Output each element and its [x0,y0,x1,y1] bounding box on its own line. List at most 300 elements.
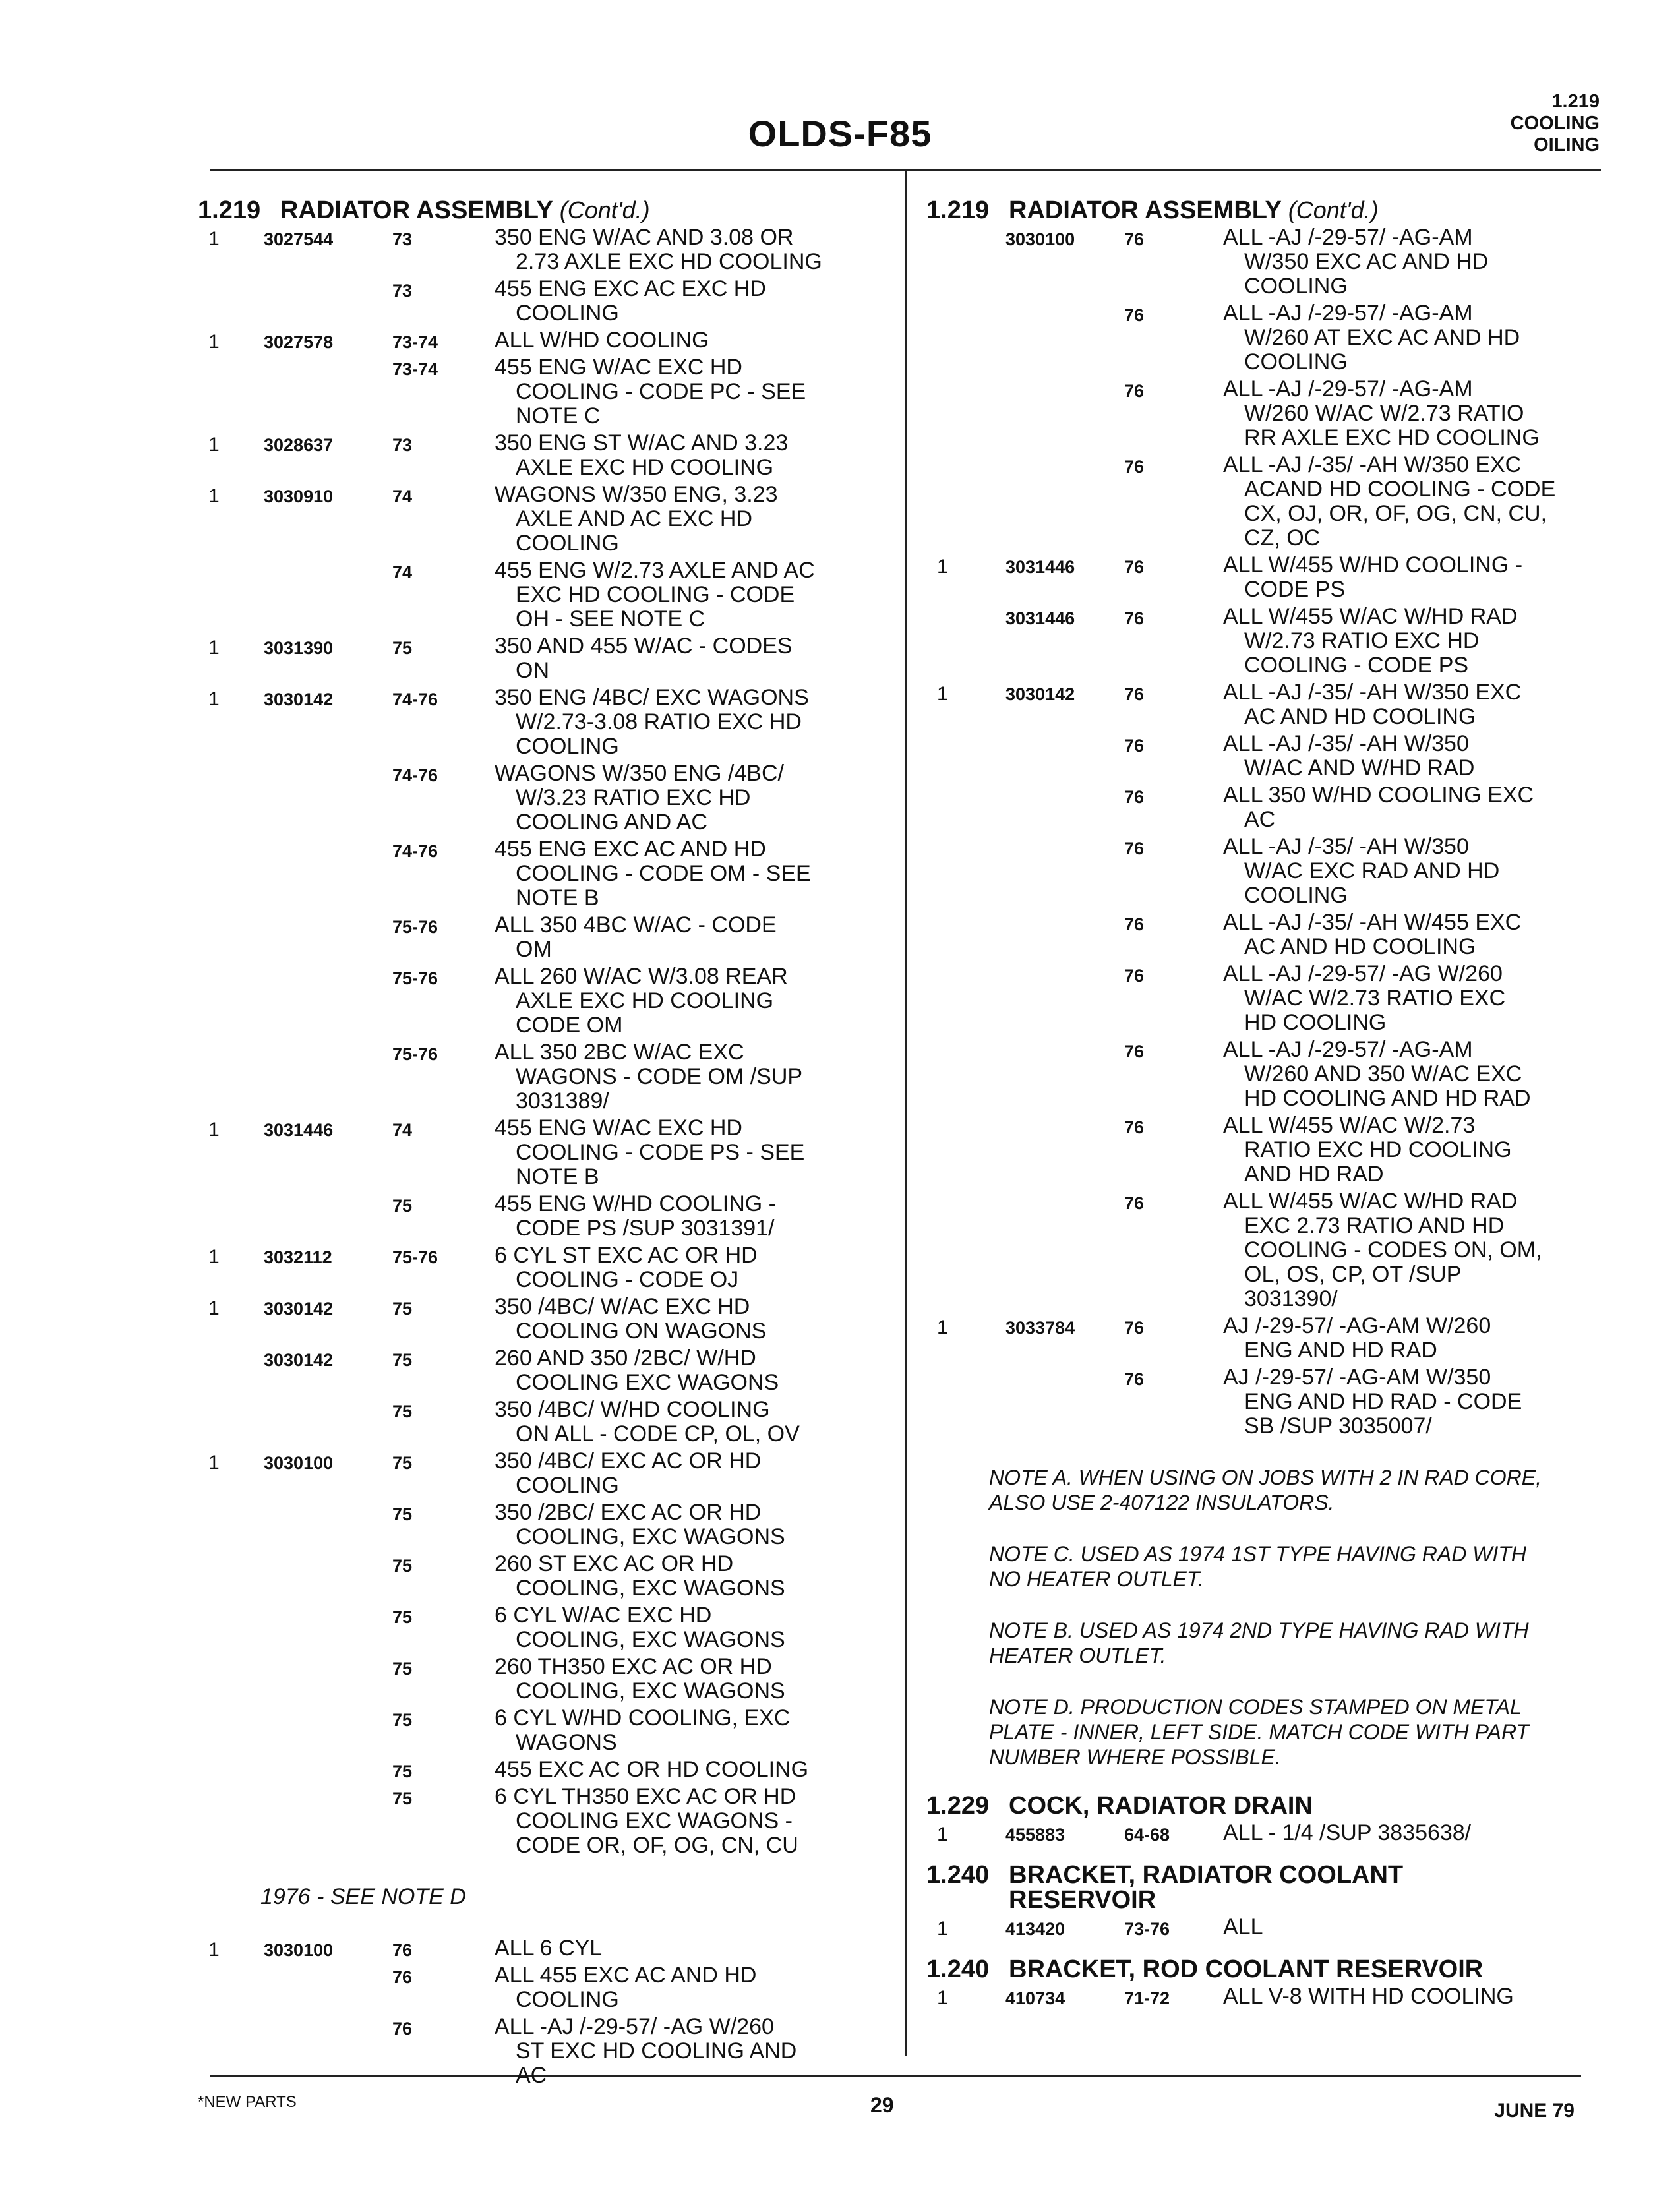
part-qty: 1 [208,434,220,456]
part-description [495,1552,890,1601]
description-line: W/350 EXC AC AND HD [1244,249,1489,274]
description-line: CZ, OC [1244,525,1321,550]
part-years: 74-76 [392,690,438,709]
part-description [1223,962,1599,1035]
description-line: HD COOLING [1244,1010,1387,1035]
description-line: AXLE EXC HD COOLING [516,455,774,480]
part-description [495,965,890,1038]
part-years: 76 [392,2019,413,2038]
part-row [926,910,1599,959]
section-rows [926,1821,1599,1845]
part-description [1223,1114,1599,1187]
part-row [926,553,1599,602]
part-row [198,965,890,1038]
section-contd: (Cont'd.) [559,196,650,223]
part-qty: 1 [937,1824,948,1845]
part-years: 74-76 [392,765,438,785]
description-line: 455 ENG W/AC EXC HD [495,355,742,380]
part-qty: 1 [208,1119,220,1141]
part-description [495,761,890,835]
section-header-sub2: OILING [1534,134,1600,156]
part-years: 73-74 [392,359,438,379]
part-row [926,301,1599,374]
parts-section [926,1862,1599,1940]
part-number: 3031390 [264,638,334,658]
part-years: 76 [1124,381,1145,401]
description-line: ALL -AJ /-29-57/ -AG-AM [1223,301,1473,326]
part-description [495,1655,890,1704]
part-years: 76 [392,1967,413,1987]
part-description [495,2015,890,2088]
part-qty: 1 [208,637,220,659]
part-row [198,1758,890,1782]
footer-new-parts: *NEW PARTS [198,2093,297,2111]
part-row [198,761,890,835]
description-line: W/260 AT EXC AC AND HD [1244,325,1520,350]
part-description [495,1116,890,1189]
description-line: ALL V-8 WITH HD COOLING [1223,1984,1514,2009]
part-years: 74 [392,1120,413,1140]
section-rows [926,1984,1599,2009]
part-years: 76 [1124,914,1145,934]
part-number: 3030142 [264,1350,334,1370]
right-section-title [926,198,1599,223]
left-parts-list [198,225,890,1858]
part-row [926,225,1599,299]
description-line: 6 CYL TH350 EXC AC OR HD [495,1784,796,1809]
part-number: 3031446 [264,1120,334,1140]
description-line: 455 ENG EXC AC AND HD [495,837,766,862]
part-description [495,837,890,910]
part-row [198,1398,890,1446]
part-row [926,1984,1599,2009]
description-line: EXC HD COOLING - CODE [516,582,795,607]
part-qty: 1 [208,331,220,353]
section-name [1009,1793,1599,1818]
section-header-number: 1.219 [1551,91,1600,112]
part-description [495,558,890,632]
description-line: COOLING [1244,883,1348,908]
description-line: AJ /-29-57/ -AG-AM W/350 [1223,1365,1491,1390]
part-years: 64-68 [1124,1825,1170,1845]
right-column [926,198,1599,2009]
part-years: 75 [392,1504,413,1524]
part-description [495,1346,890,1395]
description-line: ALL W/HD COOLING [495,328,709,353]
section-rows [926,1915,1599,1940]
part-row [926,1114,1599,1187]
part-number: 3030100 [264,1453,334,1473]
part-description [1223,377,1599,450]
description-line: 260 ST EXC AC OR HD [495,1551,734,1576]
part-description [495,1603,890,1652]
description-line: ALL -AJ /-35/ -AH W/350 [1223,731,1469,756]
description-line: ALL W/455 W/AC W/HD RAD [1223,1189,1518,1214]
description-line: ON [516,658,549,683]
description-line: COOLING [516,301,619,326]
note-text [989,1465,1599,1515]
description-line: NOTE C [516,403,601,429]
part-row [198,431,890,480]
part-number: 3033784 [1005,1318,1075,1338]
description-line: COOLING [1244,349,1348,374]
part-years: 73 [392,229,413,249]
part-years: 75 [392,1762,413,1781]
part-years: 75 [392,1710,413,1730]
description-line: CODE PS /SUP 3031391/ [516,1216,775,1241]
part-row [926,1038,1599,1111]
description-line: HD COOLING AND HD RAD [1244,1086,1531,1111]
part-years: 75 [392,1350,413,1370]
description-line: AC AND HD COOLING [1244,704,1476,729]
description-line: 455 ENG W/2.73 AXLE AND AC [495,558,815,583]
part-description [495,483,890,556]
part-description [1223,225,1599,299]
part-row [198,1295,890,1344]
part-years: 74 [392,487,413,506]
description-line: COOLING - CODE OM - SEE [516,861,811,886]
part-description [495,1243,890,1292]
part-row [198,1243,890,1292]
left-column [198,198,890,2088]
part-years: 76 [392,1940,413,1960]
part-row [926,732,1599,781]
part-years: 71-72 [1124,1988,1170,2008]
part-row [198,1936,890,1961]
description-line: CODE PS [1244,577,1346,602]
part-years: 75 [392,1299,413,1319]
description-line: ALL 6 CYL [495,1936,603,1961]
part-qty: 1 [937,1987,948,2009]
part-years: 75-76 [392,917,438,937]
part-row [926,1189,1599,1311]
part-description [1223,1189,1599,1311]
part-description [1223,553,1599,602]
part-description [495,1963,890,2012]
part-years: 74 [392,562,413,582]
part-description [495,1449,890,1498]
part-row [198,837,890,910]
description-line: ENG AND HD RAD - CODE [1244,1389,1522,1414]
description-line: ALL -AJ /-35/ -AH W/350 [1223,834,1469,859]
part-row [198,2015,890,2088]
left-parts-list-1976 [198,1936,890,2088]
part-row [198,1501,890,1549]
description-line: AC [516,2063,547,2088]
part-years: 76 [1124,557,1145,577]
description-line: ALL 350 4BC W/AC - CODE [495,912,777,937]
part-years: 75 [392,1556,413,1576]
part-number: 3030910 [264,487,334,506]
description-line: WAGONS - CODE OM /SUP [516,1064,803,1089]
part-row [198,1706,890,1755]
part-description [1223,835,1599,908]
description-line: ALL 350 2BC W/AC EXC [495,1040,744,1065]
description-line: W/2.73-3.08 RATIO EXC HD [516,709,802,734]
part-description [1223,1984,1599,2009]
section-title [926,1793,1599,1818]
part-number: 3027578 [264,332,334,352]
part-number: 3030100 [1005,229,1075,249]
part-number: 3030142 [264,690,334,709]
description-line: W/2.73 RATIO EXC HD [1244,628,1480,653]
part-description [1223,680,1599,729]
part-row [198,1449,890,1498]
description-line: COOLING, EXC WAGONS [516,1627,785,1652]
description-line: COOLING [516,1987,619,2012]
part-row [198,1785,890,1858]
description-line: SB /SUP 3035007/ [1244,1413,1432,1439]
notes-block [926,1465,1599,1769]
description-line: 260 TH350 EXC AC OR HD [495,1654,772,1679]
description-line: CODE OM [516,1013,623,1038]
part-description [1223,1314,1599,1363]
part-row [198,1346,890,1395]
description-line: OH - SEE NOTE C [516,607,705,632]
description-line: WAGONS W/350 ENG, 3.23 [495,482,778,507]
description-line: 3031389/ [516,1088,609,1114]
description-line: COOLING [516,734,619,759]
description-line: ALL [1223,1915,1263,1940]
column-divider [905,170,907,2056]
part-years: 76 [1124,966,1145,986]
description-line: 350 /4BC/ W/AC EXC HD [495,1294,750,1319]
part-number: 413420 [1005,1919,1065,1939]
part-number: 3030142 [1005,684,1075,704]
description-line: AC AND HD COOLING [1244,934,1476,959]
description-line: WAGONS [516,1730,617,1755]
part-years: 76 [1124,1117,1145,1137]
description-line: W/AC W/2.73 RATIO EXC [1244,986,1506,1011]
part-description [1223,910,1599,959]
part-row [198,558,890,632]
part-years: 73-74 [392,332,438,352]
part-description [495,277,890,326]
section-number: 1.240 [926,1955,990,1983]
part-number: 3028637 [264,435,334,455]
part-years: 75 [392,1453,413,1473]
part-row [926,1915,1599,1940]
description-line: 455 ENG W/HD COOLING - [495,1191,776,1216]
description-line: AXLE EXC HD COOLING [516,988,774,1013]
description-line: W/AC AND W/HD RAD [1244,756,1475,781]
description-line: COOLING, EXC WAGONS [516,1524,785,1549]
part-qty: 1 [937,1317,948,1338]
section-name-line: BRACKET, ROD COOLANT RESERVOIR [1009,1955,1484,1983]
description-line: NOTE B [516,1164,599,1189]
description-line: 350 AND 455 W/AC - CODES [495,634,793,659]
part-row [926,605,1599,678]
part-description [1223,453,1599,550]
note-line: ALSO USE 2-407122 INSULATORS. [989,1491,1335,1514]
part-years: 76 [1124,1042,1145,1061]
part-row [926,453,1599,550]
part-years: 76 [1124,609,1145,628]
part-description [495,1501,890,1549]
part-description [495,1758,890,1782]
description-line: ALL W/455 W/HD COOLING - [1223,552,1523,578]
note-d-reference: 1976 - SEE NOTE D [260,1884,466,1909]
part-years: 76 [1124,1318,1145,1338]
section-title [926,1957,1599,1982]
part-qty: 1 [208,228,220,250]
note-text [989,1541,1599,1591]
part-row [198,913,890,962]
additional-sections [926,1793,1599,2009]
part-years: 75 [392,1607,413,1627]
part-qty: 1 [208,1452,220,1473]
part-description [495,431,890,480]
section-number: 1.219 [198,196,261,224]
note-line: PLATE - INNER, LEFT SIDE. MATCH CODE WITH PART [989,1720,1530,1744]
description-line: COOLING - CODE PC - SEE [516,379,806,404]
part-qty: 1 [937,683,948,705]
section-name: RADIATOR ASSEMBLY [1009,196,1282,224]
part-qty: 1 [208,1297,220,1319]
parts-section [926,1957,1599,2009]
description-line: COOLING EXC WAGONS [516,1370,779,1395]
note-line: NOTE D. PRODUCTION CODES STAMPED ON METAL [989,1695,1522,1719]
description-line: COOLING EXC WAGONS - [516,1808,793,1833]
part-description [495,355,890,429]
part-qty: 1 [208,485,220,507]
part-row [198,328,890,353]
description-line: OM [516,937,552,962]
description-line: 350 /4BC/ EXC AC OR HD [495,1448,762,1473]
description-line: COOLING ON WAGONS [516,1319,767,1344]
part-description [495,913,890,962]
description-line: W/3.23 RATIO EXC HD [516,785,751,810]
section-number: 1.219 [926,196,990,224]
part-qty: 1 [208,1939,220,1961]
section-name: RADIATOR ASSEMBLY [280,196,553,224]
part-years: 76 [1124,1193,1145,1213]
part-row [198,1192,890,1241]
section-name-line: COCK, RADIATOR DRAIN [1009,1792,1313,1820]
page-number: 29 [870,2093,894,2117]
part-number: 3031446 [1005,609,1075,628]
part-row [926,1365,1599,1439]
part-description [1223,783,1599,832]
note-line: NOTE C. USED AS 1974 1ST TYPE HAVING RAD WITH [989,1542,1526,1566]
section-header-sub1: COOLING [1510,113,1600,134]
part-years: 76 [1124,684,1145,704]
description-line: 3031390/ [1244,1286,1338,1311]
description-line: AXLE AND AC EXC HD [516,506,753,531]
section-contd: (Cont'd.) [1288,196,1379,223]
section-name [1009,1862,1599,1913]
part-years: 73 [392,281,413,301]
note-line: NOTE A. WHEN USING ON JOBS WITH 2 IN RAD CORE, [989,1466,1542,1489]
description-line: 350 ENG ST W/AC AND 3.23 [495,431,789,456]
part-description [495,1192,890,1241]
note-line: NOTE B. USED AS 1974 2ND TYPE HAVING RAD WITH [989,1619,1529,1642]
description-line: ALL -AJ /-35/ -AH W/455 EXC [1223,910,1522,935]
part-description [495,225,890,274]
part-years: 75 [392,1196,413,1216]
part-row [926,377,1599,450]
part-row [198,483,890,556]
note-line: HEATER OUTLET. [989,1644,1166,1667]
part-row [926,783,1599,832]
section-title [926,1862,1599,1913]
description-line: W/AC EXC RAD AND HD [1244,858,1500,883]
description-line: ALL W/455 W/AC W/HD RAD [1223,604,1518,629]
part-years: 73-76 [1124,1919,1170,1939]
page-title: OLDS-F85 [748,113,932,154]
part-years: 74-76 [392,841,438,861]
description-line: 350 ENG W/AC AND 3.08 OR [495,225,794,250]
description-line: COOLING, EXC WAGONS [516,1679,785,1704]
part-qty: 1 [208,688,220,710]
part-years: 76 [1124,457,1145,477]
description-line: EXC 2.73 RATIO AND HD [1244,1213,1505,1238]
description-line: ALL -AJ /-35/ -AH W/350 EXC [1223,680,1522,705]
note-text [989,1694,1599,1769]
part-years: 76 [1124,736,1145,756]
section-name-line: BRACKET, RADIATOR COOLANT [1009,1861,1404,1889]
part-description [495,686,890,759]
note-text [989,1618,1599,1668]
description-line: ALL 350 W/HD COOLING EXC [1223,783,1534,808]
section-number: 1.240 [926,1861,990,1889]
part-description [1223,1821,1599,1845]
section-number: 1.229 [926,1792,990,1820]
description-line: NOTE B [516,885,599,910]
description-line: COOLING - CODES ON, OM, [1244,1237,1542,1263]
description-line: ST EXC HD COOLING AND [516,2038,797,2064]
right-parts-list [926,225,1599,1439]
part-years: 75-76 [392,968,438,988]
part-description [495,634,890,683]
part-description [1223,1038,1599,1111]
note-line: NO HEATER OUTLET. [989,1567,1204,1591]
part-qty: 1 [937,1918,948,1940]
description-line: AJ /-29-57/ -AG-AM W/260 [1223,1313,1491,1338]
description-line: ALL W/455 W/AC W/2.73 [1223,1113,1476,1138]
part-description [495,1785,890,1858]
part-qty: 1 [937,556,948,578]
part-description [1223,605,1599,678]
part-years: 75 [392,1789,413,1808]
part-description [1223,301,1599,374]
part-years: 73 [392,435,413,455]
part-qty: 1 [208,1246,220,1268]
part-years: 76 [1124,229,1145,249]
part-description [1223,732,1599,781]
description-line: RATIO EXC HD COOLING [1244,1137,1512,1162]
description-line: ALL -AJ /-29-57/ -AG W/260 [1223,961,1503,986]
description-line: ENG AND HD RAD [1244,1338,1437,1363]
part-description [1223,1365,1599,1439]
left-section-title [198,198,890,223]
part-years: 76 [1124,787,1145,807]
part-row [198,1603,890,1652]
description-line: CODE OR, OF, OG, CN, CU [516,1833,798,1858]
part-row [926,962,1599,1035]
description-line: 455 EXC AC OR HD COOLING [495,1757,809,1782]
part-row [198,1116,890,1189]
part-row [198,1963,890,2012]
section-name-line: RESERVOIR [1009,1886,1156,1914]
part-years: 75-76 [392,1044,438,1064]
part-number: 455883 [1005,1825,1065,1845]
description-line: 350 ENG /4BC/ EXC WAGONS [495,685,809,710]
part-description [495,328,890,353]
parts-section [926,1793,1599,1845]
part-years: 76 [1124,305,1145,325]
part-row [198,1552,890,1601]
